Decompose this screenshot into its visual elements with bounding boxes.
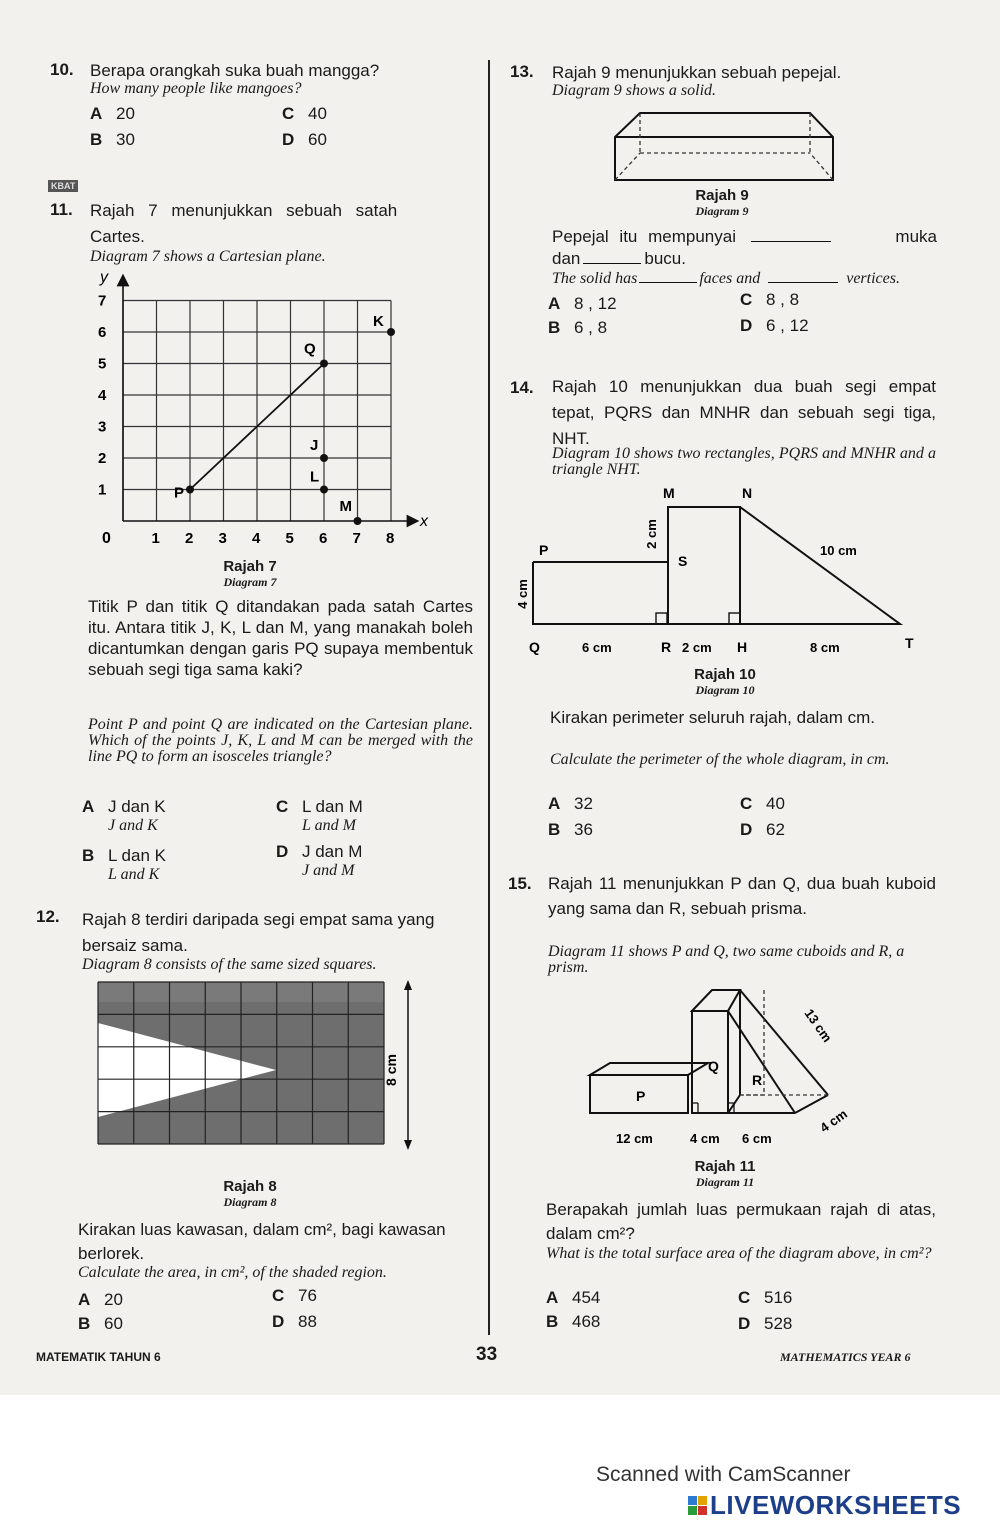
q10-option-a[interactable]: A 20 [90,104,135,123]
q14-number: 14. [510,378,534,397]
q15-question-en: Diagram 11 shows P and Q, two same cuboids and R, a prism. [548,943,905,976]
y-tick-label: 5 [98,355,107,373]
q13-question-ms: Rajah 9 menunjukkan sebuah pepejal. [552,63,842,82]
q15-option-c[interactable]: C 516 [738,1288,793,1307]
q12-question-en: Diagram 8 consists of the same sized squares. [82,956,377,973]
cartesian-plane-diagram [80,266,450,566]
x-tick-label: 1 [151,530,160,547]
x-tick-label: 6 [319,530,328,547]
label-n: N [742,485,753,501]
point-label-q: Q [304,340,316,358]
q14-option-c[interactable]: C 40 [740,794,785,813]
kbat-badge: KBAT [48,180,78,192]
cuboids-prism-diagram [580,975,860,1150]
q11-question-ms-line2: Cartes. [90,227,145,246]
label-m: M [663,485,675,501]
label-q: Q [529,639,540,655]
point-label-p: P [174,484,185,502]
length-12cm: 12 cm [616,1131,653,1146]
q11-option-c[interactable]: C L dan M L and M [276,797,363,834]
x-tick-label: 2 [185,530,194,547]
x-tick-label: 3 [218,530,227,547]
y-tick-label: 6 [98,324,107,341]
q14-option-a[interactable]: A 32 [548,794,593,813]
point-l [320,486,328,494]
diagram11-caption: Rajah 11 [694,1158,756,1175]
diagram10-caption: Rajah 10 [694,666,756,683]
label-prism-r: R [752,1072,763,1088]
camscanner-watermark: Scanned with CamScanner [596,1463,851,1486]
label-p: P [539,542,549,558]
q11-body-ms: Titik P dan titik Q ditandakan pada satah Cartes itu. Antara titik J, K, L dan M, yang manakah boleh dicantumkan dengan garis PQ supaya membentuk sebuah segi tiga sama kaki? [88,597,473,679]
q14-question-ms: Rajah 10 menunjukkan dua buah segi empat tepat, PQRS dan MNHR dan sebuah segi tiga, NHT. [552,377,936,448]
q13-question-en: Diagram 9 shows a solid. [552,82,717,99]
q10-question-ms: Berapa orangkah suka buah mangga? [90,61,380,80]
q13-option-a[interactable]: A 8 , 12 [548,294,617,313]
label-r: R [661,639,672,655]
q15-option-a[interactable]: A 454 [546,1288,601,1307]
q11-number: 11. [50,200,73,219]
y-tick-label: 2 [98,450,107,467]
label-t: T [905,635,914,651]
q12-number: 12. [36,907,60,926]
q14-body-ms: Kirakan perimeter seluruh rajah, dalam cm. [550,708,876,727]
q15-body-en: What is the total surface area of the diagram above, in cm²? [546,1245,932,1262]
q12-body-en: Calculate the area, in cm², of the shaded region. [78,1264,387,1281]
q11-option-b[interactable]: B L dan K L and K [82,846,166,883]
q13-option-c[interactable]: C 8 , 8 [740,290,800,309]
footer-right: MATHEMATICS YEAR 6 [780,1350,911,1364]
y-axis-label: y [100,269,108,286]
diagram7-caption-en: Diagram 7 [223,575,277,589]
footer-left: MATEMATIK TAHUN 6 [36,1350,161,1364]
length-4cm-r: 4 cm [817,1106,851,1136]
diagram9-caption-en: Diagram 9 [695,204,749,218]
point-j [320,454,328,462]
q15-option-d[interactable]: D 528 [738,1314,793,1333]
q14-body-en: Calculate the perimeter of the whole diagram, in cm. [550,751,890,768]
q13-option-d[interactable]: D 6 , 12 [740,316,809,335]
q12-option-d[interactable]: D 88 [272,1312,317,1331]
grid-lines [123,301,391,522]
q12-option-b[interactable]: B 60 [78,1314,123,1333]
x-tick-label: 5 [285,530,294,547]
diagram7-caption: Rajah 7 [223,558,277,575]
q11-option-a[interactable]: A J dan K J and K [82,797,166,834]
q10-option-d[interactable]: D 60 [282,130,327,149]
point-label-k: K [373,313,384,330]
column-divider [488,60,490,1335]
point-m [354,517,362,525]
q10-question-en: How many people like mangoes? [90,80,302,97]
y-tick-labels [98,293,107,499]
length-qr: 6 cm [582,640,612,655]
q15-number: 15. [508,874,532,893]
diagram8-caption-en: Diagram 8 [223,1195,277,1209]
point-k [387,328,395,336]
q15-body-ms: Berapakah jumlah luas permukaan rajah di atas, dalam cm²? [546,1200,936,1243]
point-label-m: M [339,498,352,515]
diagram9-caption: Rajah 9 [695,187,749,204]
label-h: H [737,639,748,655]
q14-option-d[interactable]: D 62 [740,820,785,839]
origin-label: 0 [102,530,111,547]
squares-grid-diagram [96,978,426,1174]
q14-question-en: Diagram 10 shows two rectangles, PQRS and MNHR and a triangle NHT. [552,445,936,478]
q12-option-c[interactable]: C 76 [272,1286,317,1305]
point-q [320,360,328,368]
y-tick-label: 7 [98,292,107,310]
q13-number: 13. [510,62,534,81]
x-tick-labels [152,530,395,547]
point-label-j: J [310,437,319,454]
q10-option-b[interactable]: B 30 [90,130,135,149]
point-label-l: L [310,468,320,486]
side-8cm-label: 8 cm [383,1054,399,1086]
y-tick-label: 1 [98,481,107,499]
plotted-points [174,313,395,525]
liveworksheets-icon [688,1496,707,1515]
x-tick-label: 8 [386,530,395,547]
rectangle-pqrs [533,562,668,624]
label-cuboid-p: P [636,1088,646,1104]
q13-fill-ms-line2: dan bucu. [552,249,686,268]
length-nt: 10 cm [820,543,857,558]
q15-question-ms: Rajah 11 menunjukkan P dan Q, dua buah kuboid yang sama dan R, sebuah prisma. [548,874,936,918]
solid-prism-diagram [605,105,845,190]
q12-body-ms: Kirakan luas kawasan, dalam cm², bagi kawasan berlorek. [78,1220,446,1263]
diagram11-caption-en: Diagram 11 [695,1175,755,1189]
rectangles-triangle-diagram [510,482,930,662]
q11-option-d[interactable]: D J dan M J and M [276,842,363,879]
q11-body-en: Point P and point Q are indicated on the Cartesian plane. Which of the points J, K, L and M can be merged with the line PQ to form an isosceles triangle? [88,716,473,765]
diagram10-caption-en: Diagram 10 [695,683,755,697]
length-6cm: 6 cm [742,1131,772,1146]
q12-option-a[interactable]: A 20 [78,1290,123,1309]
page-number: 33 [476,1344,498,1365]
x-tick-label: 7 [352,530,361,547]
q15-option-b[interactable]: B 468 [546,1312,601,1331]
length-ht: 8 cm [810,640,840,655]
q13-fill-en: The solid has faces and vertices. [552,270,900,287]
q13-option-b[interactable]: B 6 , 8 [548,318,608,337]
q10-option-c[interactable]: C 40 [282,104,327,123]
length-rh: 2 cm [682,640,712,655]
q11-question-en: Diagram 7 shows a Cartesian plane. [90,248,326,265]
length-4cm-q: 4 cm [690,1131,720,1146]
liveworksheets-logo: LIVEWORKSHEETS [688,1490,961,1521]
y-tick-label: 4 [98,387,107,404]
label-cuboid-q: Q [708,1058,719,1074]
q10-number: 10. [50,60,74,79]
label-s: S [678,553,688,569]
length-ms: 2 cm [644,519,659,549]
triangle-nht [740,507,900,624]
x-axis-label: x [420,513,428,530]
length-pq: 4 cm [515,579,530,609]
q12-question-ms: Rajah 8 terdiri daripada segi empat sama yang bersaiz sama. [82,910,435,955]
q14-option-b[interactable]: B 36 [548,820,593,839]
q13-fill-ms-line1: Pepejal itu mempunyai muka [552,227,937,246]
point-p [186,486,194,494]
x-tick-label: 4 [252,530,261,547]
diagram8-caption: Rajah 8 [223,1178,277,1195]
length-13cm: 13 cm [801,1006,835,1045]
q11-question-ms-line1: Rajah 7 menunjukkan sebuah satah [90,201,398,220]
y-tick-label: 3 [98,418,107,436]
